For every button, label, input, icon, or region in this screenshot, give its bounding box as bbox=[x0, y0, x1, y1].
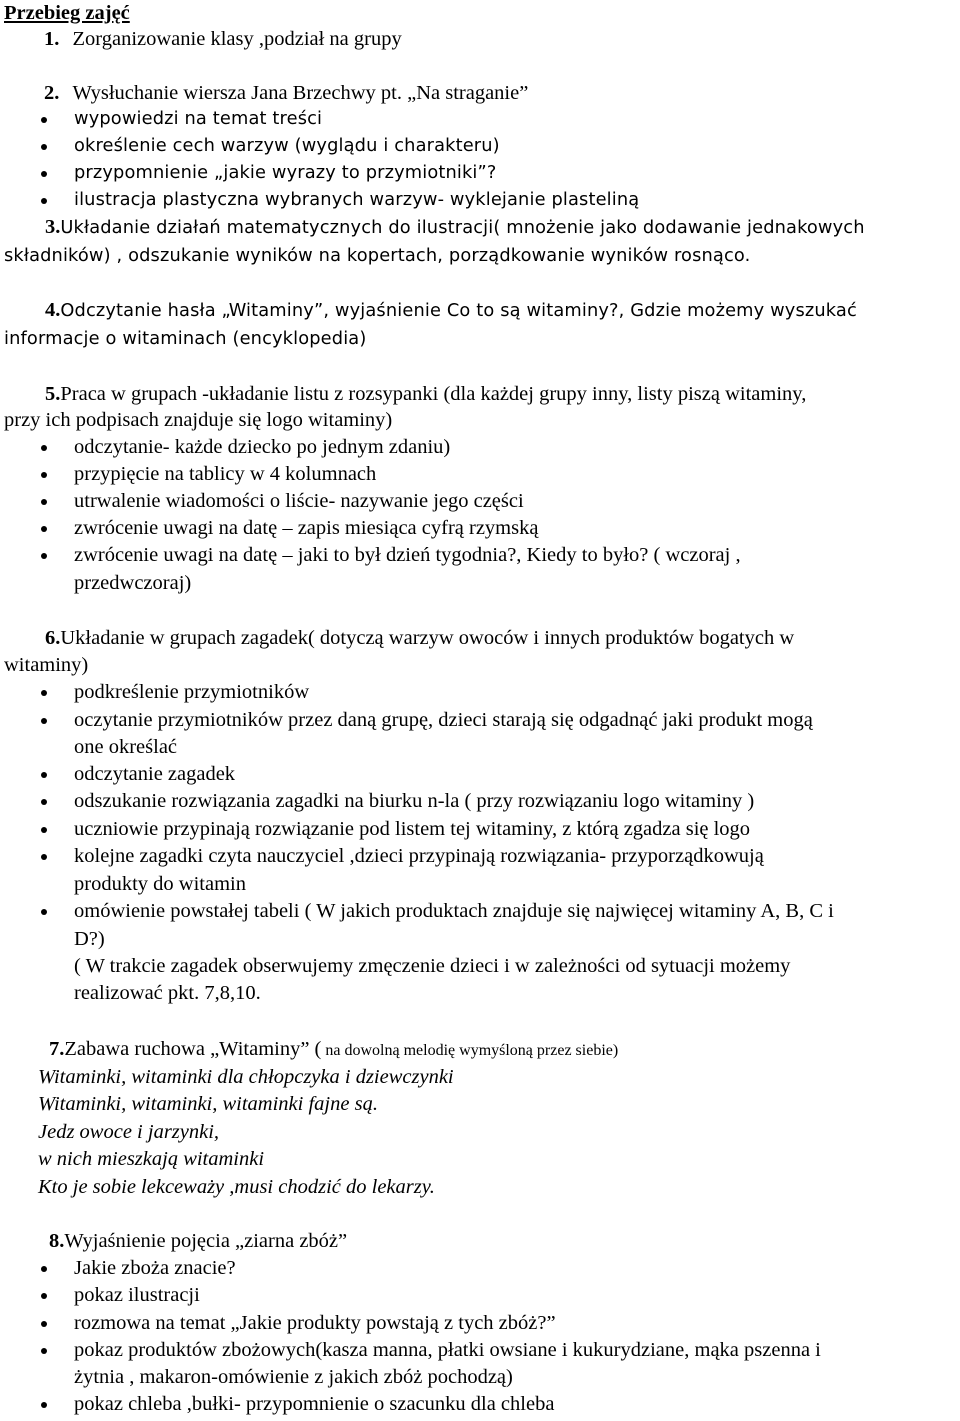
bullet-icon bbox=[41, 1348, 47, 1354]
section-2 bbox=[44, 80, 528, 106]
section-5 bbox=[45, 381, 806, 407]
bullet-icon bbox=[41, 772, 47, 778]
list-item: odczytanie zagadek bbox=[74, 763, 236, 785]
list-item: rozmowa na temat „Jakie produkty powstają z tych zbóż?” bbox=[74, 1312, 556, 1334]
section-8 bbox=[49, 1228, 347, 1254]
bullet-icon bbox=[41, 1266, 47, 1272]
page-title: Przebieg zajęć bbox=[4, 2, 130, 24]
section-3 bbox=[45, 214, 865, 242]
section-text: Układanie w grupach zagadek( dotyczą warzyw owoców i innych produktów bogatych w bbox=[60, 627, 795, 649]
section-text-cont: witaminy) bbox=[4, 654, 89, 676]
bullet-icon bbox=[41, 827, 47, 833]
section-number: 7. bbox=[49, 1038, 65, 1060]
section-1 bbox=[44, 26, 402, 52]
bullet-icon bbox=[41, 144, 47, 150]
list-item: przypięcie na tablicy w 4 kolumnach bbox=[74, 463, 377, 485]
bullet-icon bbox=[41, 1402, 47, 1408]
poem-line: Witaminki, witaminki, witaminki fajne są. bbox=[38, 1093, 378, 1115]
list-item: omówienie powstałej tabeli ( W jakich produktach znajduje się najwięcej witaminy A, B, C i bbox=[74, 900, 834, 922]
bullet-icon bbox=[41, 171, 47, 177]
section-text: Praca w grupach -układanie listu z rozsypanki (dla każdej grupy inny, listy piszą witaminy, bbox=[60, 383, 807, 405]
list-item: zwrócenie uwagi na datę – zapis miesiąca cyfrą rzymską bbox=[74, 517, 539, 539]
bullet-icon bbox=[41, 909, 47, 915]
bullet-icon bbox=[41, 445, 47, 451]
section-title: Zabawa ruchowa „Witaminy” ( bbox=[64, 1038, 322, 1060]
list-item-cont: one określać bbox=[74, 736, 178, 758]
section-text-cont: informacje o witaminach (encyklopedia) bbox=[4, 328, 367, 349]
section-number: 1. bbox=[44, 28, 60, 50]
list-item: przypomnienie „jakie wyrazy to przymiotniki”? bbox=[74, 162, 497, 183]
section-text: Odczytanie hasła „Witaminy”, wyjaśnienie Co to są witaminy?, Gdzie możemy wyszukać bbox=[60, 300, 857, 321]
poem-line: Jedz owoce i jarzynki, bbox=[38, 1121, 220, 1143]
list-item: kolejne zagadki czyta nauczyciel ,dzieci przypinają rozwiązania- przyporządkowują bbox=[74, 845, 764, 867]
bullet-icon bbox=[41, 472, 47, 478]
list-item: odczytanie- każde dziecko po jednym zdaniu) bbox=[74, 436, 451, 458]
poem-line: Kto je sobie lekceważy ,musi chodzić do lekarzy. bbox=[38, 1176, 435, 1198]
section-text: Układanie działań matematycznych do ilustracji( mnożenie jako dodawanie jednakowych bbox=[60, 217, 865, 238]
section-number: 8. bbox=[49, 1230, 65, 1252]
note-text: ( W trakcie zagadek obserwujemy zmęczenie dzieci i w zależności od sytuacji możemy bbox=[74, 955, 791, 977]
list-item: określenie cech warzyw (wyglądu i charakteru) bbox=[74, 135, 500, 156]
list-item-cont: przedwczoraj) bbox=[74, 572, 192, 594]
list-item: oczytanie przymiotników przez daną grupę, dzieci starają się odgadnąć jaki produkt mogą bbox=[74, 709, 813, 731]
list-item: zwrócenie uwagi na datę – jaki to był dzień tygodnia?, Kiedy to było? ( wczoraj , bbox=[74, 544, 741, 566]
section-number: 6. bbox=[45, 627, 61, 649]
bullet-icon bbox=[41, 499, 47, 505]
bullet-icon bbox=[41, 1321, 47, 1327]
bullet-icon bbox=[41, 117, 47, 123]
list-item: pokaz ilustracji bbox=[74, 1284, 200, 1306]
bullet-icon bbox=[41, 718, 47, 724]
list-item: podkreślenie przymiotników bbox=[74, 681, 310, 703]
section-7 bbox=[49, 1036, 618, 1064]
bullet-icon bbox=[41, 1293, 47, 1299]
bullet-icon bbox=[41, 553, 47, 559]
section-title: Wyjaśnienie pojęcia „ziarna zbóż” bbox=[64, 1230, 348, 1252]
list-item: pokaz chleba ,bułki- przypomnienie o szacunku dla chleba bbox=[74, 1393, 555, 1415]
section-number: 4. bbox=[45, 299, 61, 321]
section-number: 3. bbox=[45, 216, 61, 238]
list-item-cont: produkty do witamin bbox=[74, 873, 246, 895]
list-item-cont: żytnia , makaron-omówienie z jakich zbóż pochodzą) bbox=[74, 1366, 513, 1388]
bullet-icon bbox=[41, 690, 47, 696]
section-title: Wysłuchanie wiersza Jana Brzechwy pt. „Na straganie” bbox=[72, 82, 529, 104]
bullet-icon bbox=[41, 799, 47, 805]
list-item: pokaz produktów zbożowych(kasza manna, płatki owsiane i kukurydziane, mąka pszenna i bbox=[74, 1339, 821, 1361]
section-4 bbox=[45, 297, 857, 325]
section-title: Zorganizowanie klasy ,podział na grupy bbox=[72, 28, 402, 50]
list-item: ilustracja plastyczna wybranych warzyw- wyklejanie plasteliną bbox=[74, 189, 640, 210]
list-item: uczniowie przypinają rozwiązanie pod listem tej witaminy, z którą zgadza się logo bbox=[74, 818, 751, 840]
bullet-icon bbox=[41, 198, 47, 204]
section-6 bbox=[45, 625, 794, 651]
list-item: odszukanie rozwiązania zagadki na biurku n-la ( przy rozwiązaniu logo witaminy ) bbox=[74, 790, 755, 812]
section-number: 2. bbox=[44, 82, 60, 104]
bullet-icon bbox=[41, 526, 47, 532]
list-item: Jakie zboża znacie? bbox=[74, 1257, 236, 1279]
list-item-cont: D?) bbox=[74, 928, 105, 950]
section-text-cont: przy ich podpisach znajduje się logo witaminy) bbox=[4, 409, 393, 431]
section-title-note: na dowolną melodię wymyśloną przez siebie) bbox=[321, 1042, 619, 1059]
poem-line: w nich mieszkają witaminki bbox=[38, 1148, 265, 1170]
section-number: 5. bbox=[45, 383, 61, 405]
list-item: utrwalenie wiadomości o liście- nazywanie jego części bbox=[74, 490, 524, 512]
poem-line: Witaminki, witaminki dla chłopczyka i dziewczynki bbox=[38, 1066, 454, 1088]
bullet-icon bbox=[41, 854, 47, 860]
list-item: wypowiedzi na temat treści bbox=[74, 108, 323, 129]
section-text-cont: składników) , odszukanie wyników na kopertach, porządkowanie wyników rosnąco. bbox=[4, 245, 751, 266]
note-text-cont: realizować pkt. 7,8,10. bbox=[74, 982, 261, 1004]
